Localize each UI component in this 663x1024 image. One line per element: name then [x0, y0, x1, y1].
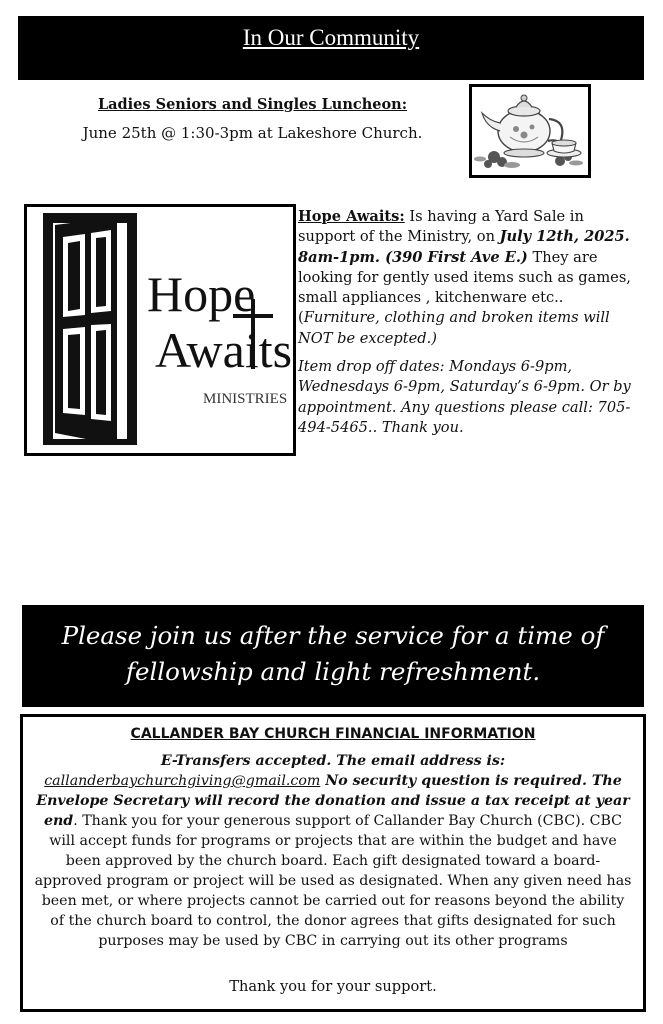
yard-sale-date: July 12th, 2025. 8am-1pm. (390 First Ave E.)	[298, 228, 630, 266]
fellowship-banner	[22, 605, 644, 707]
excluded-items-note: Furniture, clothing and broken items will NOT be excepted.)	[298, 309, 610, 347]
teapot-image	[469, 84, 591, 178]
fellowship-line-2: fellowship and light refreshment.	[125, 657, 541, 686]
hope-awaits-logo	[24, 204, 296, 456]
community-header-banner	[18, 16, 644, 80]
financial-info-body	[33, 751, 633, 951]
logo-text-ministries: MINISTRIES	[203, 391, 288, 407]
dropoff-info: Item drop off dates: Mondays 6-9pm, Wednesdays 6-9pm, Saturday’s 6-9pm. Or by appointment. Any questions please call: 705-494-5465.. Thank you.	[298, 358, 631, 436]
etransfer-tail: No security question is required. The Envelope Secretary will record the donation and issue a tax receipt at year end	[36, 773, 630, 829]
luncheon-title: Ladies Seniors and Singles Luncheon:	[97, 96, 408, 113]
financial-policy-text: . Thank you for your generous support of Callander Bay Church (CBC). CBC will accept funds for programs or projects that are within the budget and have been approved by the church board. Each gift designated toward a board-approved program or project will be used as designated. When any given need has been met, or where projects cannot be carried out for reasons beyond the ability of the church board to control, the donor agrees that gifts designated for such purposes may be used by CBC in carrying out its other programs	[34, 813, 632, 949]
door-icon	[27, 207, 293, 453]
teapot-icon	[472, 87, 588, 175]
community-header-title: In Our Community	[242, 25, 420, 50]
logo-text-hope: Hope	[147, 266, 256, 322]
etransfer-lead: E-Transfers accepted. The email address is:	[160, 753, 506, 769]
hope-awaits-announcement	[298, 207, 644, 438]
logo-text-awaits: Awaits	[155, 322, 293, 378]
hope-awaits-name: Hope Awaits:	[298, 208, 405, 225]
financial-info-box	[20, 714, 646, 1012]
hope-awaits-intro: Is having a Yard Sale in support of the Ministry, on	[298, 208, 584, 246]
financial-info-title: CALLANDER BAY CHURCH FINANCIAL INFORMATION	[130, 726, 536, 742]
giving-email-link[interactable]: callanderbaychurchgiving@gmail.com	[44, 773, 321, 789]
fellowship-line-1: Please join us after the service for a time of	[61, 621, 605, 650]
hope-awaits-body: They are looking for gently used items such as games, small appliances , kitchenware etc.. (	[298, 248, 631, 327]
financial-thanks: Thank you for your support.	[229, 978, 437, 995]
luncheon-detail: June 25th @ 1:30-3pm at Lakeshore Church.	[82, 124, 423, 142]
